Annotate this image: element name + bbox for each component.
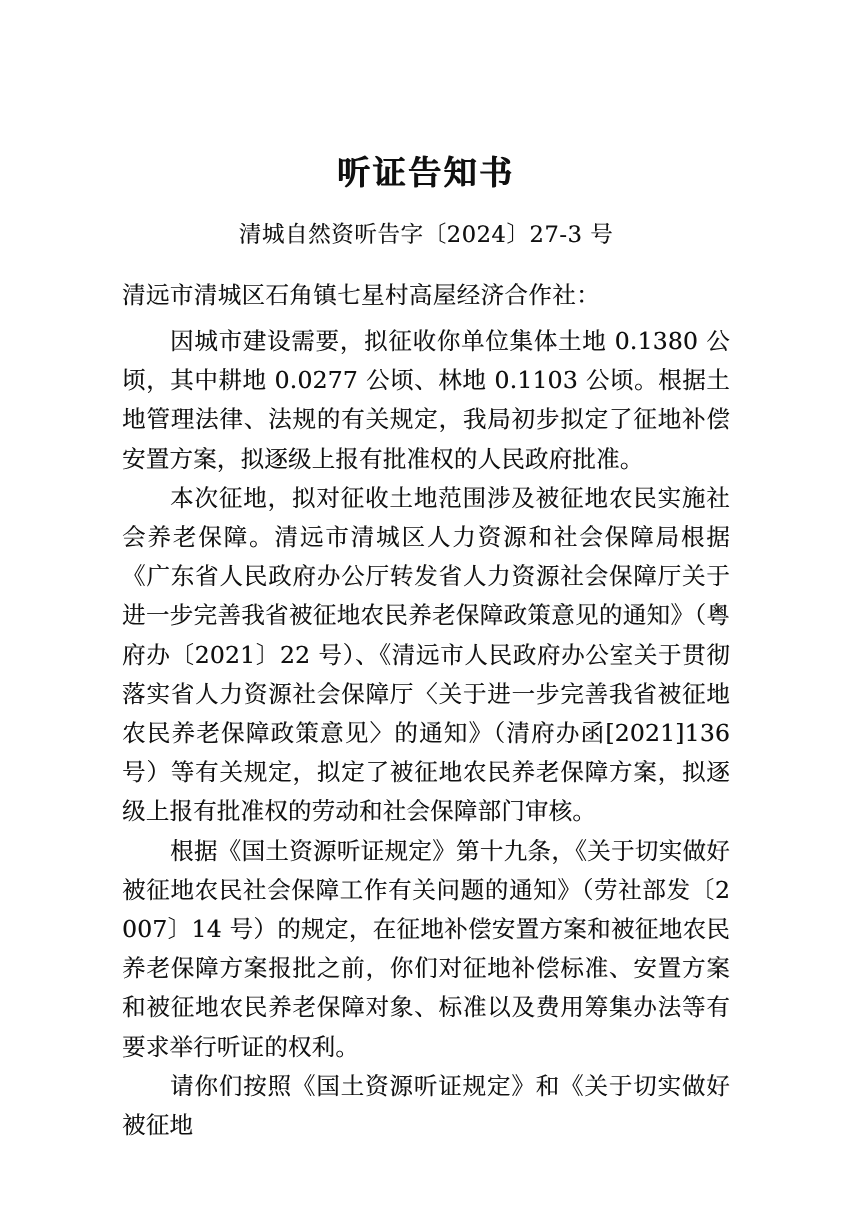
page-title: 听证告知书 xyxy=(337,153,515,192)
document-number: 清城自然资听告字〔2024〕27-3 号 xyxy=(238,222,614,248)
body-paragraph: 本次征地，拟对征收土地范围涉及被征地农民实施社会养老保障。清远市清城区人力资源和社会保障局根据《广东省人民政府办公厅转发省人力资源社会保障厅关于进一步完善我省被征地农民养老保障政策意见的通知》（粤府办〔2021〕22 号）、《清远市人民政府办公室关于贯彻落实省人力资源社会保障厅〈关于进一步完善我省被征地农民养老保障政策意见〉的通知》（清府办函[2021]136 号）等有关规定，拟定了被征地农民养老保障方案，拟逐级上报有批准权的劳动和社会保障部门审核。 xyxy=(122,483,730,826)
addressee-line: 清远市清城区石角镇七星村高屋经济合作社： xyxy=(122,281,600,309)
body-paragraph: 请你们按照《国土资源听证规定》和《关于切实做好被征地 xyxy=(122,1071,730,1140)
body-paragraph: 因城市建设需要，拟征收你单位集体土地 0.1380 公顷，其中耕地 0.0277 公顷、林地 0.1103 公顷。根据土地管理法律、法规的有关规定，我局初步拟定了征地补偿安置方案，拟逐级上报有批准权的人民政府批准。 xyxy=(122,327,730,473)
document-paragraphs xyxy=(122,322,730,1145)
body-paragraph: 根据《国土资源听证规定》第十九条，《关于切实做好被征地农民社会保障工作有关问题的通知》（劳社部发〔2007〕14 号）的规定，在征地补偿安置方案和被征地农民养老保障方案报批之前，你们对征地补偿标准、安置方案和被征地农民养老保障对象、标准以及费用筹集办法等有要求举行听证的权利。 xyxy=(122,836,730,1061)
